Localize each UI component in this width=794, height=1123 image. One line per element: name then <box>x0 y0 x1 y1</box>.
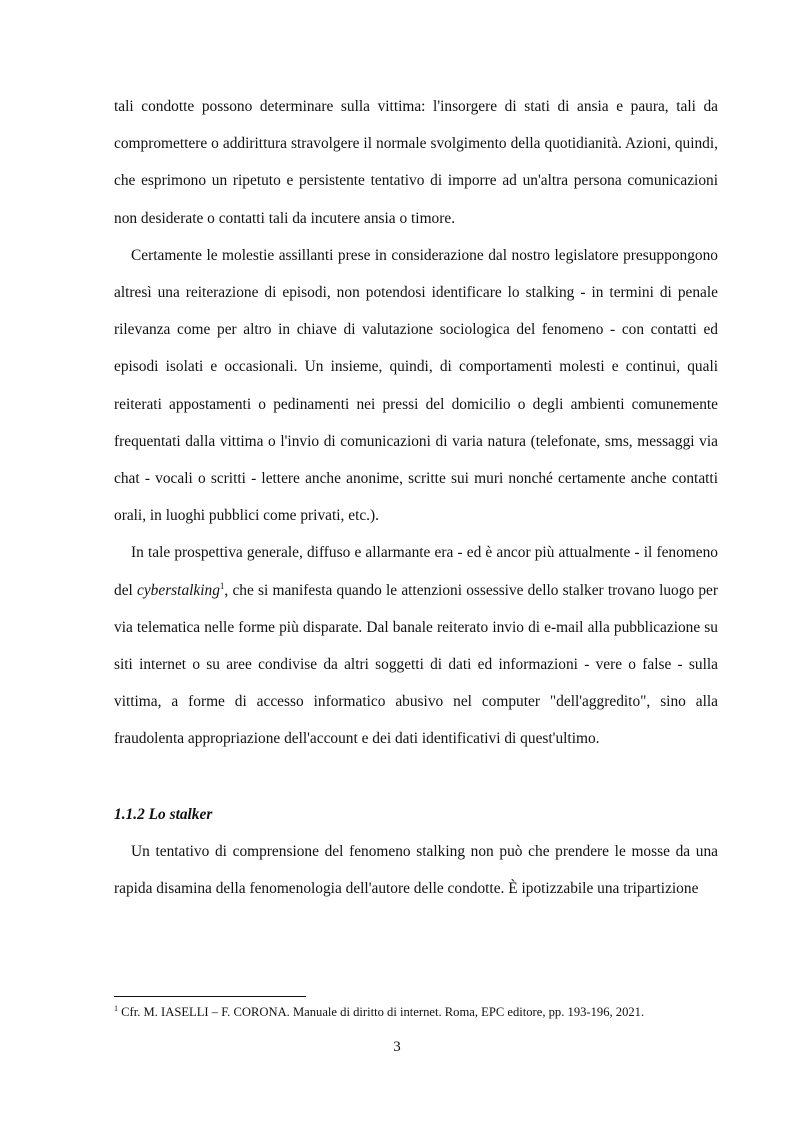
cyberstalking-term: cyberstalking <box>137 581 220 599</box>
paragraph-stalker: Un tentativo di comprensione del fenomeno stalking non può che prendere le mosse da una rapida disamina della fenomenologia dell'autore delle condotte. È ipotizzabile una tripartizione <box>114 842 718 898</box>
paragraph-continuation: tali condotte possono determinare sulla vittima: l'insorgere di stati di ansia e paura, tali da compromettere o addirittura stravolgere il normale svolgimento della quotidianità. Azioni, quindi, che esprimono un ripetuto e persistente tentativo di imporre ad un'altra persona comunicazioni non desiderate o contatti tali da incutere ansia o timore. <box>114 98 718 227</box>
footnote-divider <box>114 996 306 997</box>
paragraph-cyberstalking <box>114 534 718 757</box>
page-number: 3 <box>393 1039 401 1055</box>
paragraph-molestie: Certamente le molestie assillanti prese in considerazione dal nostro legislatore presuppongono altresì una reiterazione di episodi, non potendosi identificare lo stalking - in termini di penale rilevanza come per altro in chiave di valutazione sociologica del fenomeno - con contatti ed episodi isolati e occasionali. Un insieme, quindi, di comportamenti molesti e continui, quali reiterati appostamenti o pedinamenti nei pressi del domicilio o degli ambienti comunemente frequentati dalla vittima o l'invio di comunicazioni di varia natura (telefonate, sms, messaggi via chat - vocali o scritti - lettere anche anonime, scritte sui muri nonché certamente anche contatti orali, in luoghi pubblici come privati, etc.). <box>114 246 718 525</box>
footnote-reference: 1 <box>219 580 225 591</box>
footnote-text: Cfr. M. IASELLI – F. CORONA. Manuale di diritto di internet. Roma, EPC editore, pp. 193-196, 2021. <box>118 1005 645 1019</box>
paragraph-cyberstalking-text-b: , che si manifesta quando le attenzioni ossessive dello stalker trovano luogo per via telematica nelle forme più disparate. Dal banale reiterato invio di e-mail alla pubblicazione su siti internet o su aree condivise da altri soggetti di dati ed informazioni - vere o false - sulla vittima, a forme di accesso informatico abusivo nel computer "dell'aggredito", sino alla fraudolenta appropriazione dell'account e dei dati identificativi di quest'ultimo. <box>114 581 718 748</box>
document-body <box>114 88 718 907</box>
paragraph-cyberstalking-text-a: In tale prospettiva generale, diffuso e allarmante era - ed è ancor più attualmente - il fenomeno del <box>114 544 718 599</box>
footnote <box>114 1004 734 1020</box>
section-heading: 1.1.2 Lo stalker <box>114 805 213 823</box>
footnote-marker: 1 <box>114 1004 118 1013</box>
